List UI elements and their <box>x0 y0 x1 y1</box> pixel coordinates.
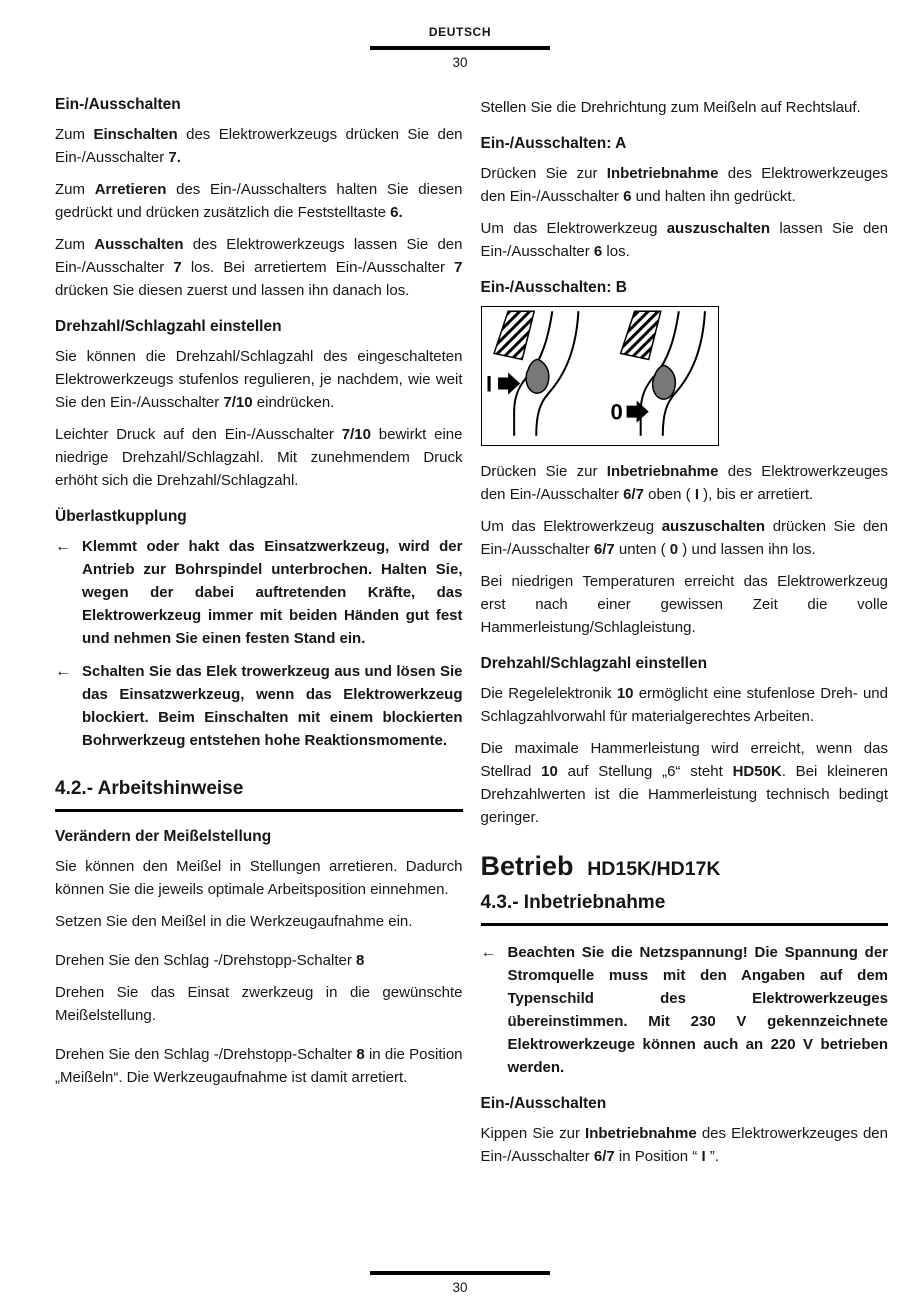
bold-text: auszuschalten <box>661 518 766 535</box>
paragraph-meissel-1: Sie können den Meißel in Stellungen arretieren. Dadurch können Sie die jeweils optimale Arbeitsposition einnehmen. <box>55 858 463 898</box>
heading-ein-ausschalten-b: Ein-/Ausschalten: B <box>480 279 627 296</box>
bold-text: 6. <box>390 204 403 221</box>
text: in Position “ <box>614 1148 702 1165</box>
warning-bullet-schalten <box>55 660 463 752</box>
bold-text: 8 <box>356 1046 365 1063</box>
switch-diagram-on <box>486 311 578 436</box>
bold-text: 6/7 <box>623 486 644 503</box>
text: oben ( <box>643 486 695 503</box>
paragraph-schlagschalter-1 <box>55 949 463 972</box>
bold-text: Inbetriebnahme <box>585 1125 697 1142</box>
text: des Elektrowerkzeuges den Ein-/Ausschalter <box>480 1125 888 1165</box>
rocker-switch <box>652 365 675 399</box>
heading-ueberlastkupplung: Überlastkupplung <box>55 508 187 525</box>
warning-bullet-netzspannung <box>481 941 889 1079</box>
heading-ein-ausschalten-2: Ein-/Ausschalten <box>480 1095 607 1112</box>
paragraph-hammerleistung <box>481 737 889 829</box>
arrow-left-icon: ← <box>55 663 71 680</box>
text: Drücken Sie zur <box>480 165 607 182</box>
paragraph-ausschalten <box>55 233 463 302</box>
text: Drücken Sie zur <box>480 463 607 480</box>
betrieb-model: HD15K/HD17K <box>587 858 721 880</box>
text: Um das Elektrowerkzeug <box>480 220 667 237</box>
heading-betrieb <box>481 851 889 882</box>
heading-drehzahl-einstellen: Drehzahl/Schlagzahl einstellen <box>55 318 282 335</box>
heading-meisselstellung: Verändern der Meißelstellung <box>55 828 272 845</box>
two-column-layout <box>0 70 920 1177</box>
text: Sie können die Drehzahl/Schlagzahl des eingeschalteten Elektrowerkzeugs stufenlos regulieren, je nachdem, wie weit Sie den Ein-/Ausschalter <box>55 348 463 411</box>
text: auf Stellung „6“ steht <box>557 763 733 780</box>
text: Die maximale Hammerleistung wird erreicht, wenn das Stellrad <box>480 740 888 780</box>
paragraph-b-auszuschalten <box>481 515 889 561</box>
bold-text: 10 <box>541 763 558 780</box>
bold-text: 6/7 <box>593 1148 615 1165</box>
bold-text: 7 <box>454 259 463 276</box>
left-column <box>55 96 463 1177</box>
switch-position-figure <box>481 306 719 446</box>
bold-text: 6/7 <box>593 541 615 558</box>
text: des Ein-/Ausschalters halten Sie diesen gedrückt und drücken zusätzlich die Feststelltaste <box>55 181 463 221</box>
paragraph-schlagschalter-2 <box>55 1043 463 1089</box>
bold-text: Inbetriebnahme <box>606 165 719 182</box>
paragraph-meissel-2: Setzen Sie den Meißel in die Werkzeugaufnahme ein. <box>55 913 413 930</box>
text: . Bei kleineren Drehzahlwerten ist die Hammerleistung technisch bedingt geringer. <box>480 763 888 826</box>
warning-bullet-klemmt <box>55 535 463 650</box>
text: los. <box>602 243 630 260</box>
paragraph-a-inbetriebnahme <box>481 162 889 208</box>
text: ), bis er arretiert. <box>698 486 814 503</box>
section-heading-inbetriebnahme: 4.3.- Inbetriebnahme <box>481 892 889 926</box>
hatched-housing-section <box>620 311 660 359</box>
bold-text: 7 <box>173 259 182 276</box>
bold-text: 7/10 <box>223 394 253 411</box>
arrow-left-icon: ← <box>55 538 71 555</box>
bold-text: 7/10 <box>341 426 371 443</box>
arrow-left-icon: ← <box>480 944 497 961</box>
betrieb-title: Betrieb <box>480 851 574 881</box>
text: in die Position „Meißeln“. Die Werkzeugaufnahme ist damit arretiert. <box>55 1046 463 1086</box>
heading-drehzahl-einstellen-2: Drehzahl/Schlagzahl einstellen <box>480 655 708 672</box>
text: los. Bei arretiertem Ein-/Ausschalter <box>181 259 455 276</box>
text: des Elektrowerkzeugs drücken Sie den Ein-/Ausschalter <box>55 126 463 166</box>
bold-text: I <box>694 486 699 503</box>
text: des Elektrowerkzeugs lassen Sie den Ein-/Ausschalter <box>55 236 463 276</box>
paragraph-arretieren <box>55 178 463 224</box>
header-page-number: 30 <box>452 55 468 70</box>
text: Zum <box>55 236 95 253</box>
text: Kippen Sie zur <box>480 1125 586 1142</box>
bold-text: Arretieren <box>94 181 167 198</box>
warning-text: Klemmt oder hakt das Einsatzwerkzeug, wird der Antrieb zur Bohrspindel unterbrochen. Halten Sie, wegen der dabei auftretenden Kräfte, das Elektrowerkzeug immer mit beiden Händen gut fest und nehmen Sie einen festen Stand ein. <box>82 538 463 647</box>
paragraph-drehrichtung: Stellen Sie die Drehrichtung zum Meißeln auf Rechtslauf. <box>480 99 861 116</box>
text: Zum <box>55 181 95 198</box>
text: lassen Sie den Ein-/Ausschalter <box>480 220 888 260</box>
paragraph-einschalten <box>55 123 463 169</box>
page-header <box>0 0 920 70</box>
switch-diagram-svg <box>482 307 717 444</box>
arrow-right-icon <box>626 401 648 423</box>
switch-on-label: I <box>485 371 492 397</box>
text: Leichter Druck auf den Ein-/Ausschalter <box>55 426 342 443</box>
right-column <box>481 96 889 1177</box>
text: drücken Sie diesen zuerst und lassen ihn danach los. <box>55 282 410 299</box>
bold-text: 6 <box>623 188 632 205</box>
heading-ein-ausschalten: Ein-/Ausschalten <box>55 96 181 113</box>
bold-text: Einschalten <box>93 126 178 143</box>
paragraph-a-auszuschalten <box>481 217 889 263</box>
warning-text: Schalten Sie das Elek trowerkzeug aus und lösen Sie das Einsatzwerkzeug, wenn das Elektrowerkzeug blockiert. Beim Einschalten mit einem blockierten Bohrwerkzeug entstehen hohe Reaktionsmomente. <box>82 663 463 749</box>
hatched-housing-section <box>494 311 534 359</box>
text: drücken Sie den Ein-/Ausschalter <box>480 518 888 558</box>
text: Drehen Sie den Schlag -/Drehstopp-Schalter <box>55 1046 357 1063</box>
header-language-label: DEUTSCH <box>428 25 492 39</box>
bold-text: I <box>701 1148 706 1165</box>
switch-off-label: 0 <box>610 399 623 425</box>
text: ”. <box>705 1148 719 1165</box>
text: des Elektrowerkzeuges den Ein-/Ausschalter <box>480 463 889 503</box>
page-footer <box>0 1264 920 1295</box>
text: Die Regelelektronik <box>480 685 617 702</box>
paragraph-regelelektronik <box>481 682 889 728</box>
header-rule <box>370 46 550 50</box>
text: ermöglicht eine stufenlose Dreh- und Schlagzahlvorwahl für materialgerechtes Arbeiten. <box>480 685 888 725</box>
warning-text: Beachten Sie die Netzspannung! Die Spannung der Stromquelle muss mit den Angaben auf dem Typenschild des Elektrowerkzeuges übereinstimmen. Mit 230 V gekennzeichnete Elektrowerkzeuge können auch an 220 V betrieben werden. <box>507 944 888 1076</box>
section-heading-arbeitshinweise: 4.2.- Arbeitshinweise <box>55 778 463 812</box>
text: unten ( <box>614 541 670 558</box>
text: Um das Elektrowerkzeug <box>480 518 662 535</box>
arrow-right-icon <box>498 372 520 394</box>
bold-text: 8 <box>356 952 365 969</box>
text: Zum <box>55 126 94 143</box>
paragraph-drehzahl-1 <box>55 345 463 414</box>
paragraph-b-inbetriebnahme <box>481 460 889 506</box>
footer-rule <box>370 1271 550 1275</box>
bold-text: 6 <box>593 243 603 260</box>
footer-page-number: 30 <box>452 1280 468 1295</box>
paragraph-temperaturen: Bei niedrigen Temperaturen erreicht das Elektrowerkzeug erst nach einer gewissen Zeit die volle Hammerleistung/Schlagleistung. <box>480 573 888 636</box>
paragraph-drehzahl-2 <box>55 423 463 492</box>
text: Drehen Sie den Schlag -/Drehstopp-Schalter <box>55 952 356 969</box>
switch-diagram-off <box>610 311 704 436</box>
bold-text: 7. <box>168 149 181 166</box>
bold-text: 0 <box>669 541 679 558</box>
text: und halten ihn gedrückt. <box>631 188 796 205</box>
paragraph-einsatzwerkzeug: Drehen Sie das Einsat zwerkzeug in die gewünschte Meißelstellung. <box>55 984 463 1024</box>
text: bewirkt eine niedrige Drehzahl/Schlagzahl. Mit zunehmendem Druck erhöht sich die Drehzahl/Schlagzahl. <box>55 426 463 489</box>
rocker-switch <box>526 359 549 393</box>
bold-text: Inbetriebnahme <box>606 463 719 480</box>
bold-text: HD50K <box>732 763 782 780</box>
paragraph-kippen <box>481 1122 889 1168</box>
heading-ein-ausschalten-a: Ein-/Ausschalten: A <box>480 135 627 152</box>
bold-text: 10 <box>616 685 634 702</box>
text: des Elektrowerkzeuges den Ein-/Ausschalter <box>480 165 889 205</box>
bold-text: auszuschalten <box>666 220 771 237</box>
text: ) und lassen ihn los. <box>678 541 816 558</box>
text: eindrücken. <box>252 394 335 411</box>
bold-text: Ausschalten <box>94 236 184 253</box>
